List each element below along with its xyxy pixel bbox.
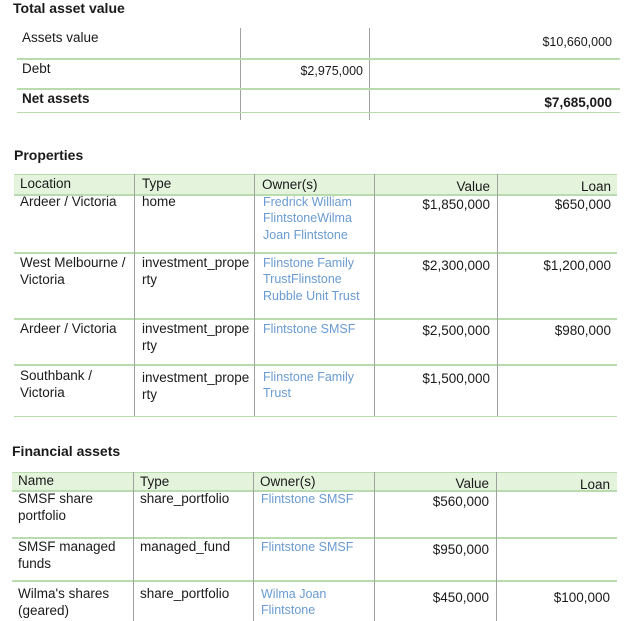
type-cell: managed_fund [140,539,231,554]
assets-value-label: Assets value [22,30,99,45]
owner-link[interactable]: Flintstone SMSF [261,492,354,506]
type-cell: investment_property [142,321,250,353]
column-divider [369,28,370,120]
column-divider [133,472,134,621]
header-owners: Owner(s) [260,474,316,489]
column-divider [240,28,241,120]
column-divider [374,472,375,621]
total-asset-value-title: Total asset value [13,0,125,16]
header-name: Name [18,473,55,488]
loan-cell: $980,000 [554,323,611,338]
value-cell: $2,500,000 [422,323,490,338]
value-cell: $1,850,000 [422,197,490,212]
location-cell: Southbank / Victoria [20,368,93,400]
location-cell: West Melbourne / Victoria [20,255,126,287]
row-divider [17,112,620,113]
owner-link[interactable]: Flintstone SMSF [261,540,354,554]
header-owners: Owner(s) [262,177,318,192]
owner-link[interactable]: Trust [263,386,292,400]
header-loan: Loan [579,477,610,492]
header-location: Location [20,176,72,191]
owner-link[interactable]: TrustFlinstone [263,272,342,286]
loan-cell: $1,200,000 [543,258,611,273]
column-divider [374,174,375,416]
name-cell: SMSF share portfolio [18,491,94,523]
type-cell: home [142,194,176,209]
header-value: Value [455,476,489,491]
location-cell: Ardeer / Victoria [20,321,117,336]
owner-link[interactable]: Joan Flintstone [263,228,348,242]
owner-link[interactable]: Flinstone Family [263,256,354,270]
column-divider [497,174,498,416]
owner-link[interactable]: Flintstone SMSF [263,322,356,336]
header-value: Value [456,179,490,194]
type-cell: investment_property [142,255,250,287]
net-assets-amount: $7,685,000 [544,95,612,110]
financial-assets-title: Financial assets [12,443,121,459]
owner-link[interactable]: Fredrick William [263,195,352,209]
value-cell: $560,000 [432,494,489,509]
owner-link[interactable]: Wilma Joan [261,587,327,601]
column-divider [254,174,255,416]
column-divider [134,174,135,416]
row-divider [14,416,617,417]
owner-link[interactable]: Rubble Unit Trust [263,289,360,303]
column-divider [253,472,254,621]
net-assets-label: Net assets [22,91,90,106]
row-divider [17,88,620,90]
debt-label: Debt [22,61,51,76]
value-cell: $2,300,000 [422,258,490,273]
value-cell: $1,500,000 [422,371,490,386]
type-cell: investment_property [142,370,250,402]
header-type: Type [140,474,170,489]
value-cell: $950,000 [432,542,489,557]
header-type: Type [142,176,172,191]
loan-cell: $650,000 [554,197,611,212]
owner-link[interactable]: FlintstoneWilma [263,211,352,225]
type-cell: share_portfolio [140,586,230,601]
row-divider [17,58,620,60]
value-cell: $450,000 [432,590,489,605]
name-cell: Wilma's shares (geared) [18,586,110,618]
row-divider [14,364,617,366]
loan-cell: $100,000 [553,590,610,605]
column-divider [496,472,497,621]
header-loan: Loan [580,179,611,194]
name-cell: SMSF managed funds [18,539,116,571]
location-cell: Ardeer / Victoria [20,194,117,209]
type-cell: share_portfolio [140,491,230,506]
properties-title: Properties [14,147,84,163]
assets-value-amount: $10,660,000 [542,35,612,49]
owner-link[interactable]: Flintstone [261,603,316,617]
owner-link[interactable]: Flinstone Family [263,370,354,384]
debt-amount: $2,975,000 [300,64,363,78]
row-divider [12,580,617,582]
row-divider [14,174,617,175]
